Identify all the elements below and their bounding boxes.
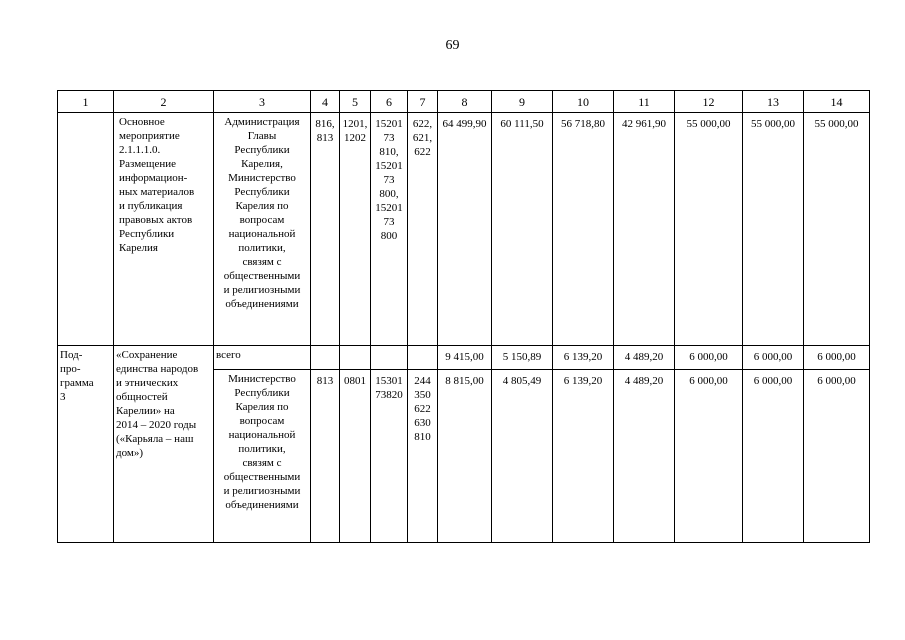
event-name-cell: [114, 113, 214, 346]
column-header: 12: [675, 91, 743, 113]
subprogram-name-line: Карелии» на: [116, 405, 175, 417]
empty-cell: [311, 346, 340, 370]
event-name-line: Карелия: [119, 242, 158, 254]
code-line: 630: [414, 417, 431, 429]
column-header: 8: [438, 91, 492, 113]
executor-line: Министерство: [228, 373, 296, 385]
subprogram-label-cell: [58, 346, 114, 543]
code-line: 350: [414, 389, 431, 401]
total-value-cell: 4 489,20: [614, 346, 675, 370]
total-value-cell: 6 139,20: [553, 346, 614, 370]
column-header: 2: [114, 91, 214, 113]
subprogram-name-cell: [114, 346, 214, 543]
column-header: 1: [58, 91, 114, 113]
executor-line: Карелия по: [235, 401, 289, 413]
executor-line: Администрация: [224, 116, 300, 128]
value-cell: 6 139,20: [553, 370, 614, 543]
subprogram-name-line: «Сохранение: [116, 349, 178, 361]
column-header: 14: [804, 91, 870, 113]
value-cell: 6 000,00: [675, 370, 743, 543]
value-cell: 4 805,49: [492, 370, 553, 543]
value-cell: 64 499,90: [438, 113, 492, 346]
executor-line: Республики: [234, 144, 290, 156]
executor-line: объединениями: [225, 499, 299, 511]
executor-line: связям с: [242, 457, 282, 469]
executor-line: общественными: [223, 471, 301, 483]
subprogram-name-line: 2014 – 2020 годы: [116, 419, 197, 431]
executor-line: вопросам: [239, 214, 285, 226]
value-cell: 6 000,00: [743, 370, 804, 543]
value-cell: 55 000,00: [675, 113, 743, 346]
code-line: 621,: [412, 132, 433, 144]
executor-line: вопросам: [239, 415, 285, 427]
event-name-line: информацион-: [119, 172, 188, 184]
code-line: 15201: [375, 202, 403, 214]
code-line: 622: [414, 146, 431, 158]
value-cell: 55 000,00: [804, 113, 870, 346]
budget-table: [57, 90, 870, 543]
executor-line: политики,: [238, 443, 286, 455]
subprogram-name-line: и этнических: [116, 377, 179, 389]
value-cell: 55 000,00: [743, 113, 804, 346]
total-value-cell: 6 000,00: [743, 346, 804, 370]
value-cell: 6 000,00: [804, 370, 870, 543]
value-cell: 4 489,20: [614, 370, 675, 543]
event-name-line: и публикация: [119, 200, 183, 212]
code-line: 810,: [379, 146, 399, 158]
executor-line: общественными: [223, 270, 301, 282]
code-line: 622: [414, 403, 431, 415]
empty-cell: [340, 346, 371, 370]
code-line: 800: [380, 230, 398, 242]
executor-cell: [214, 370, 311, 543]
empty-cell: [408, 346, 438, 370]
value-cell: 60 111,50: [492, 113, 553, 346]
table-row: [58, 346, 870, 370]
total-label-cell: всего: [214, 346, 311, 370]
executor-line: Республики: [234, 387, 290, 399]
header-row: [58, 91, 870, 113]
column-header: 7: [408, 91, 438, 113]
code-line: 1202: [344, 132, 366, 144]
ministry-code-cell: [311, 113, 340, 346]
executor-line: Республики: [234, 186, 290, 198]
column-header: 9: [492, 91, 553, 113]
subprogram-name-line: («Карьяла – наш: [116, 433, 194, 445]
event-name-line: правовых актов: [119, 214, 193, 226]
total-value-cell: 6 000,00: [804, 346, 870, 370]
column-header: 11: [614, 91, 675, 113]
code-line: 73: [383, 174, 395, 186]
target-code-cell: [371, 370, 408, 543]
code-line: 813: [316, 132, 334, 144]
column-header: 3: [214, 91, 311, 113]
code-line: 73820: [375, 389, 403, 401]
table-row: [58, 113, 870, 346]
empty-cell: [58, 113, 114, 346]
column-header: 6: [371, 91, 408, 113]
expense-type-cell: [408, 370, 438, 543]
subprogram-label-line: Под-: [60, 349, 83, 361]
column-header: 13: [743, 91, 804, 113]
subprogram-label-line: про-: [60, 363, 81, 375]
event-name-line: мероприятие: [119, 130, 180, 142]
code-line: 622,: [412, 118, 433, 130]
column-header: 10: [553, 91, 614, 113]
expense-type-cell: [408, 113, 438, 346]
code-line: 244: [414, 375, 431, 387]
value-cell: 42 961,90: [614, 113, 675, 346]
value-cell: 8 815,00: [438, 370, 492, 543]
code-line: 800,: [379, 188, 399, 200]
total-value-cell: 9 415,00: [438, 346, 492, 370]
event-name-line: 2.1.1.1.0.: [119, 144, 161, 156]
executor-line: объединениями: [225, 298, 299, 310]
executor-cell: [214, 113, 311, 346]
empty-cell: [371, 346, 408, 370]
target-code-cell: [371, 113, 408, 346]
code-line: 1201,: [342, 118, 368, 130]
section-code-cell: 0801: [340, 370, 371, 543]
subprogram-name-line: общностей: [116, 391, 168, 403]
executor-line: политики,: [238, 242, 286, 254]
executor-line: Министерство: [228, 172, 296, 184]
code-line: 15301: [375, 375, 403, 387]
executor-line: и религиозными: [223, 284, 301, 296]
section-code-cell: [340, 113, 371, 346]
event-name-line: ных материалов: [119, 186, 195, 198]
executor-line: национальной: [228, 228, 296, 240]
total-value-cell: 5 150,89: [492, 346, 553, 370]
executor-line: Главы: [247, 130, 277, 142]
ministry-code-cell: 813: [311, 370, 340, 543]
page-number: 69: [445, 38, 460, 53]
code-line: 816,: [315, 118, 335, 130]
executor-line: Карелия,: [241, 158, 283, 170]
code-line: 15201: [375, 160, 403, 172]
executor-line: связям с: [242, 256, 282, 268]
code-line: 73: [383, 132, 395, 144]
event-name-line: Республики: [119, 228, 175, 240]
executor-line: и религиозными: [223, 485, 301, 497]
subprogram-label-line: 3: [60, 391, 66, 403]
code-line: 15201: [375, 118, 403, 130]
subprogram-name-line: дом»): [116, 447, 144, 459]
column-header: 4: [311, 91, 340, 113]
code-line: 73: [383, 216, 395, 228]
subprogram-name-line: единства народов: [116, 363, 199, 375]
event-name-line: Основное: [119, 116, 165, 128]
total-value-cell: 6 000,00: [675, 346, 743, 370]
executor-line: Карелия по: [235, 200, 289, 212]
code-line: 810: [414, 431, 431, 443]
subprogram-label-line: грамма: [60, 377, 94, 389]
value-cell: 56 718,80: [553, 113, 614, 346]
column-header: 5: [340, 91, 371, 113]
executor-line: национальной: [228, 429, 296, 441]
event-name-line: Размещение: [119, 158, 177, 170]
